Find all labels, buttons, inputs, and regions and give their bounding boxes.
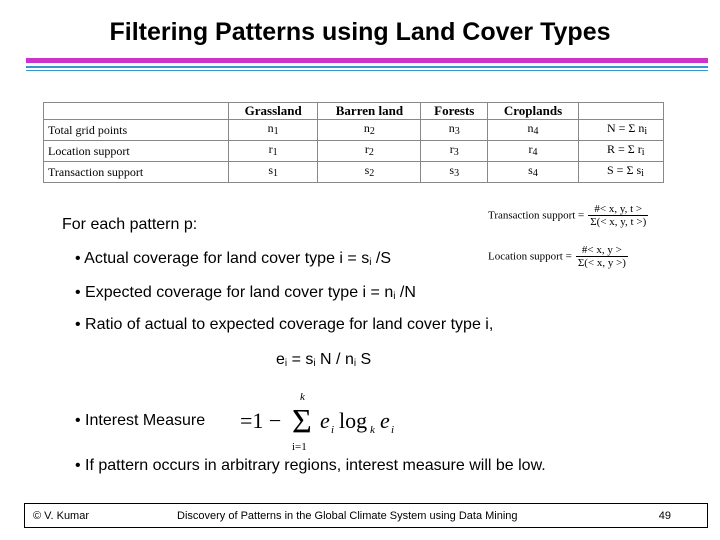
row-formula: S = Σ $s_i$: [579, 162, 664, 183]
table-cell: $n_1$: [229, 120, 318, 141]
intro-text: For each pattern p:: [62, 216, 198, 233]
svg-text:i: i: [331, 424, 335, 436]
table-cell: $s_3$: [421, 162, 488, 183]
svg-text:log: log: [339, 408, 368, 433]
row-label: Total grid points: [44, 120, 229, 141]
svg-text:i: i: [391, 424, 395, 436]
table-cell: $r_4$: [488, 141, 579, 162]
row-label: Location support: [44, 141, 229, 162]
table-row: [44, 120, 664, 141]
table-header-cell: Barren land: [318, 103, 421, 120]
footer-author: © V. Kumar: [33, 510, 89, 522]
land-cover-table: [43, 102, 664, 183]
actual-coverage-text: • Actual coverage for land cover type $i = s_i$ /S: [75, 250, 391, 268]
transaction-support-fraction: [588, 203, 648, 228]
transaction-support-numerator: #< x, y, t >: [588, 203, 648, 216]
table-cell: $r_3$: [421, 141, 488, 162]
location-support-denominator: Σ(< x, y >): [577, 257, 626, 269]
table-cell: $n_4$: [488, 120, 579, 141]
table-cell: $s_1$: [229, 162, 318, 183]
table-cell: $s_2$: [318, 162, 421, 183]
svg-text:=1 −: =1 −: [240, 408, 282, 433]
table-header-cell: [579, 103, 664, 120]
expected-coverage-text: • Expected coverage for land cover type $i = n_i$ /N: [75, 284, 416, 302]
interest-measure-formula: [238, 388, 408, 454]
table-row: [44, 141, 664, 162]
transaction-support-denominator: Σ(< x, y, t >): [590, 216, 647, 228]
svg-text:k: k: [370, 424, 375, 436]
row-label: Transaction support: [44, 162, 229, 183]
location-support-formula: [488, 244, 628, 269]
footer-course: Discovery of Patterns in the Global Climate System using Data Mining: [177, 510, 518, 522]
table-header-cell: Grassland: [229, 103, 318, 120]
svg-text:k: k: [300, 391, 305, 403]
title-rule-blue-thin: [26, 70, 708, 71]
svg-text:i=1: i=1: [292, 441, 307, 453]
transaction-support-formula: [488, 203, 648, 228]
ei-definition: $e_i = s_i$ N / $n_i$ S: [276, 351, 372, 369]
title-rule-blue: [26, 66, 708, 68]
footer-page-number: 49: [658, 510, 671, 522]
table-header-cell: Forests: [421, 103, 488, 120]
interest-measure-text: • Interest Measure: [75, 412, 206, 429]
table-cell: $s_4$: [488, 162, 579, 183]
table-header-row: [44, 103, 664, 120]
ratio-text: • Ratio of actual to expected coverage for land cover type i,: [75, 316, 494, 333]
location-support-numerator: #< x, y >: [576, 244, 628, 257]
table-cell: $n_3$: [421, 120, 488, 141]
row-formula: R = Σ $r_i$: [579, 141, 664, 162]
location-support-label: Location support =: [488, 250, 572, 263]
table-cell: $r_2$: [318, 141, 421, 162]
title-rule-magenta: [26, 58, 708, 63]
footer: [24, 503, 708, 528]
table-header-cell: Croplands: [488, 103, 579, 120]
table-cell: $n_2$: [318, 120, 421, 141]
svg-text:e: e: [380, 408, 390, 433]
table-row: [44, 162, 664, 183]
row-formula: N = Σ $n_i$: [579, 120, 664, 141]
svg-text:e: e: [320, 408, 330, 433]
table-cell: $r_1$: [229, 141, 318, 162]
transaction-support-label: Transaction support =: [488, 209, 585, 222]
svg-text:Σ: Σ: [292, 403, 312, 440]
arbitrary-regions-text: • If pattern occurs in arbitrary regions, interest measure will be low.: [75, 457, 546, 474]
slide-title: Filtering Patterns using Land Cover Types: [109, 18, 611, 46]
table-header-cell: [44, 103, 229, 120]
location-support-fraction: [576, 244, 628, 269]
